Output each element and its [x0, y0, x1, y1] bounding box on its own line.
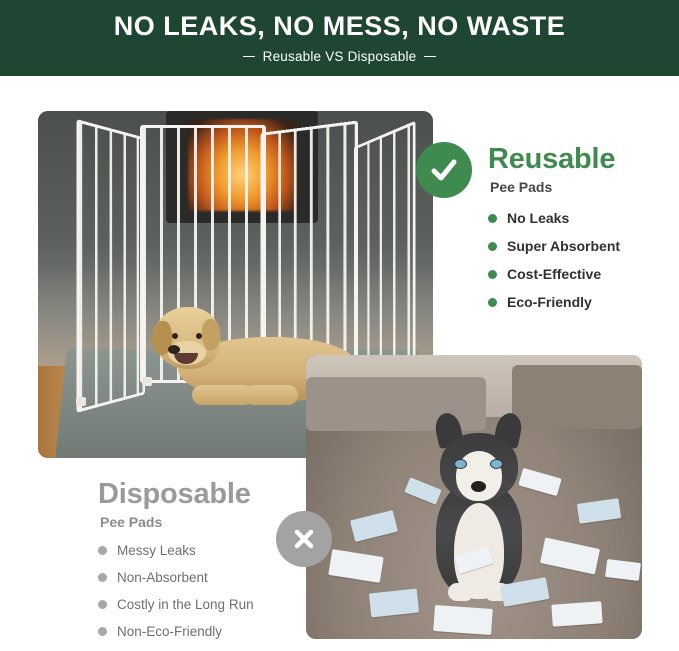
- reusable-feature-list: [488, 210, 673, 322]
- list-item-label: No Leaks: [507, 210, 570, 226]
- list-item-label: Super Absorbent: [507, 238, 621, 254]
- list-item: [488, 266, 673, 282]
- header-subtitle-group: [243, 49, 437, 64]
- divider-dash-right: [424, 56, 436, 58]
- reusable-title: Reusable: [488, 143, 616, 175]
- header-banner: [0, 0, 679, 76]
- bullet-dot-icon: [488, 242, 497, 251]
- shredded-pad-piece: [433, 605, 493, 635]
- divider-dash-left: [243, 56, 255, 58]
- dog-paw: [448, 583, 474, 601]
- disposable-pad-photo: [306, 355, 642, 639]
- bullet-dot-icon: [488, 298, 497, 307]
- dog-nose: [168, 345, 180, 354]
- bullet-dot-icon: [98, 627, 107, 636]
- page-title: NO LEAKS, NO MESS, NO WASTE: [113, 11, 566, 42]
- dog-eye: [454, 459, 467, 469]
- list-item: [488, 294, 673, 310]
- bullet-dot-icon: [98, 573, 107, 582]
- disposable-subtitle: Pee Pads: [100, 514, 163, 530]
- dog-head: [154, 307, 220, 369]
- list-item-label: Costly in the Long Run: [117, 597, 254, 612]
- husky-dog: [414, 407, 546, 603]
- list-item-label: Messy Leaks: [117, 543, 196, 558]
- bullet-dot-icon: [98, 600, 107, 609]
- dog-eye: [196, 333, 202, 339]
- list-item-label: Non-Absorbent: [117, 570, 208, 585]
- bullet-dot-icon: [488, 270, 497, 279]
- bullet-dot-icon: [488, 214, 497, 223]
- bullet-dot-icon: [98, 546, 107, 555]
- list-item: [488, 210, 673, 226]
- list-item-label: Non-Eco-Friendly: [117, 624, 223, 639]
- shredded-pad-piece: [369, 589, 419, 618]
- cross-icon: [276, 511, 332, 567]
- playpen-panel: [77, 119, 145, 413]
- dog-eye: [172, 333, 178, 339]
- disposable-title: Disposable: [98, 478, 251, 510]
- list-item-label: Eco-Friendly: [507, 294, 592, 310]
- playpen-foot: [76, 397, 86, 406]
- disposable-feature-list: [98, 543, 308, 651]
- list-item: [98, 597, 308, 612]
- shredded-pad-piece: [551, 601, 602, 626]
- reusable-subtitle: Pee Pads: [490, 179, 553, 195]
- dog-paw: [244, 385, 298, 405]
- check-icon: [416, 142, 472, 198]
- dog-nose: [471, 481, 486, 492]
- list-item: [98, 624, 308, 639]
- list-item: [488, 238, 673, 254]
- header-subtitle: Reusable VS Disposable: [262, 48, 417, 64]
- list-item-label: Cost-Effective: [507, 266, 602, 282]
- dog-ear: [202, 319, 220, 351]
- dog-eye: [490, 459, 503, 469]
- list-item: [98, 570, 308, 585]
